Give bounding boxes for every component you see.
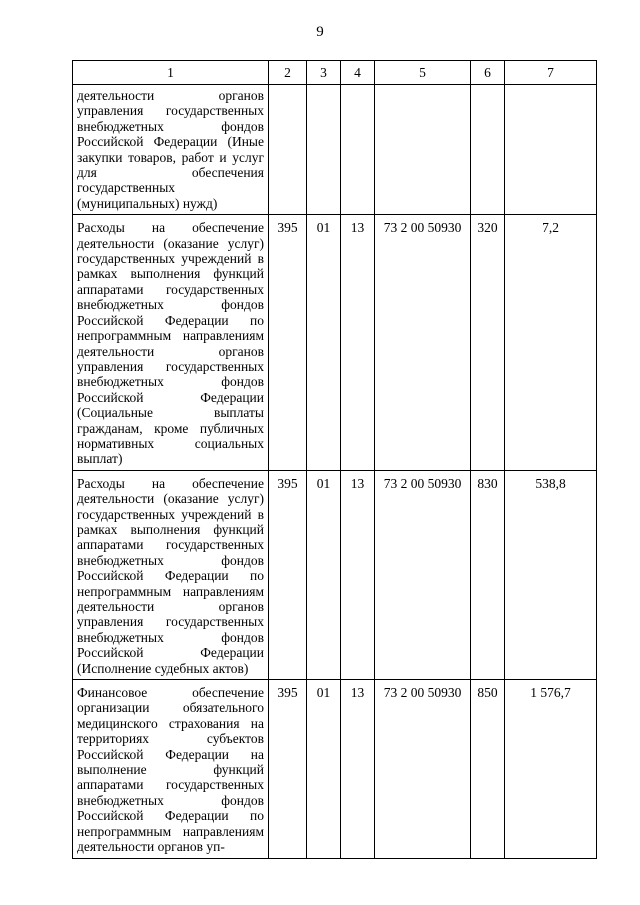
cell-col7: 538,8 (505, 470, 597, 679)
cell-col4: 13 (341, 215, 375, 471)
cell-col6 (471, 85, 505, 215)
row-description: Финансовое обеспечение организации обязательного медицинского страхования на территориях субъектов Российской Федерации на выполнение функций аппаратами государственных внебюджетных фондов Российской Федерации по непрограммным направлениям деятельности органов уп- (73, 680, 269, 858)
cell-col4: 13 (341, 470, 375, 679)
cell-col5: 73 2 00 50930 (375, 470, 471, 679)
column-header: 7 (505, 61, 597, 85)
cell-col3: 01 (307, 470, 341, 679)
cell-col4: 13 (341, 680, 375, 858)
table-row (73, 215, 597, 471)
cell-col7 (505, 85, 597, 215)
cell-col6: 320 (471, 215, 505, 471)
cell-col5: 73 2 00 50930 (375, 215, 471, 471)
budget-table (72, 60, 597, 859)
cell-col2 (269, 85, 307, 215)
cell-col5 (375, 85, 471, 215)
cell-col6: 850 (471, 680, 505, 858)
cell-col2: 395 (269, 680, 307, 858)
column-header: 5 (375, 61, 471, 85)
cell-col5: 73 2 00 50930 (375, 680, 471, 858)
cell-col3: 01 (307, 680, 341, 858)
table-row (73, 85, 597, 215)
cell-col2: 395 (269, 470, 307, 679)
column-header: 4 (341, 61, 375, 85)
cell-col3: 01 (307, 215, 341, 471)
cell-col3 (307, 85, 341, 215)
page-number: 9 (316, 24, 324, 40)
cell-col7: 1 576,7 (505, 680, 597, 858)
cell-col6: 830 (471, 470, 505, 679)
row-description: деятельности органов управления государственных внебюджетных фондов Российской Федерации (Иные закупки товаров, работ и услуг для обеспечения государственных (муниципальных) нужд) (73, 85, 269, 215)
cell-col2: 395 (269, 215, 307, 471)
column-header: 2 (269, 61, 307, 85)
table-row (73, 470, 597, 679)
row-description: Расходы на обеспечение деятельности (оказание услуг) государственных учреждений в рамках выполнения функций аппаратами государственных внебюджетных фондов Российской Федерации по непрограммным направлениям деятельности органов управления государственных внебюджетных фондов Российской Федерации (Исполнение судебных актов) (73, 470, 269, 679)
cell-col4 (341, 85, 375, 215)
row-description: Расходы на обеспечение деятельности (оказание услуг) государственных учреждений в рамках выполнения функций аппаратами государственных внебюджетных фондов Российской Федерации по непрограммным направлениям деятельности органов управления государственных внебюджетных фондов Российской Федерации (Социальные выплаты гражданам, кроме публичных нормативных социальных выплат) (73, 215, 269, 471)
cell-col7: 7,2 (505, 215, 597, 471)
column-header: 1 (73, 61, 269, 85)
table-row (73, 680, 597, 858)
table-header-row (73, 61, 597, 85)
column-header: 3 (307, 61, 341, 85)
column-header: 6 (471, 61, 505, 85)
